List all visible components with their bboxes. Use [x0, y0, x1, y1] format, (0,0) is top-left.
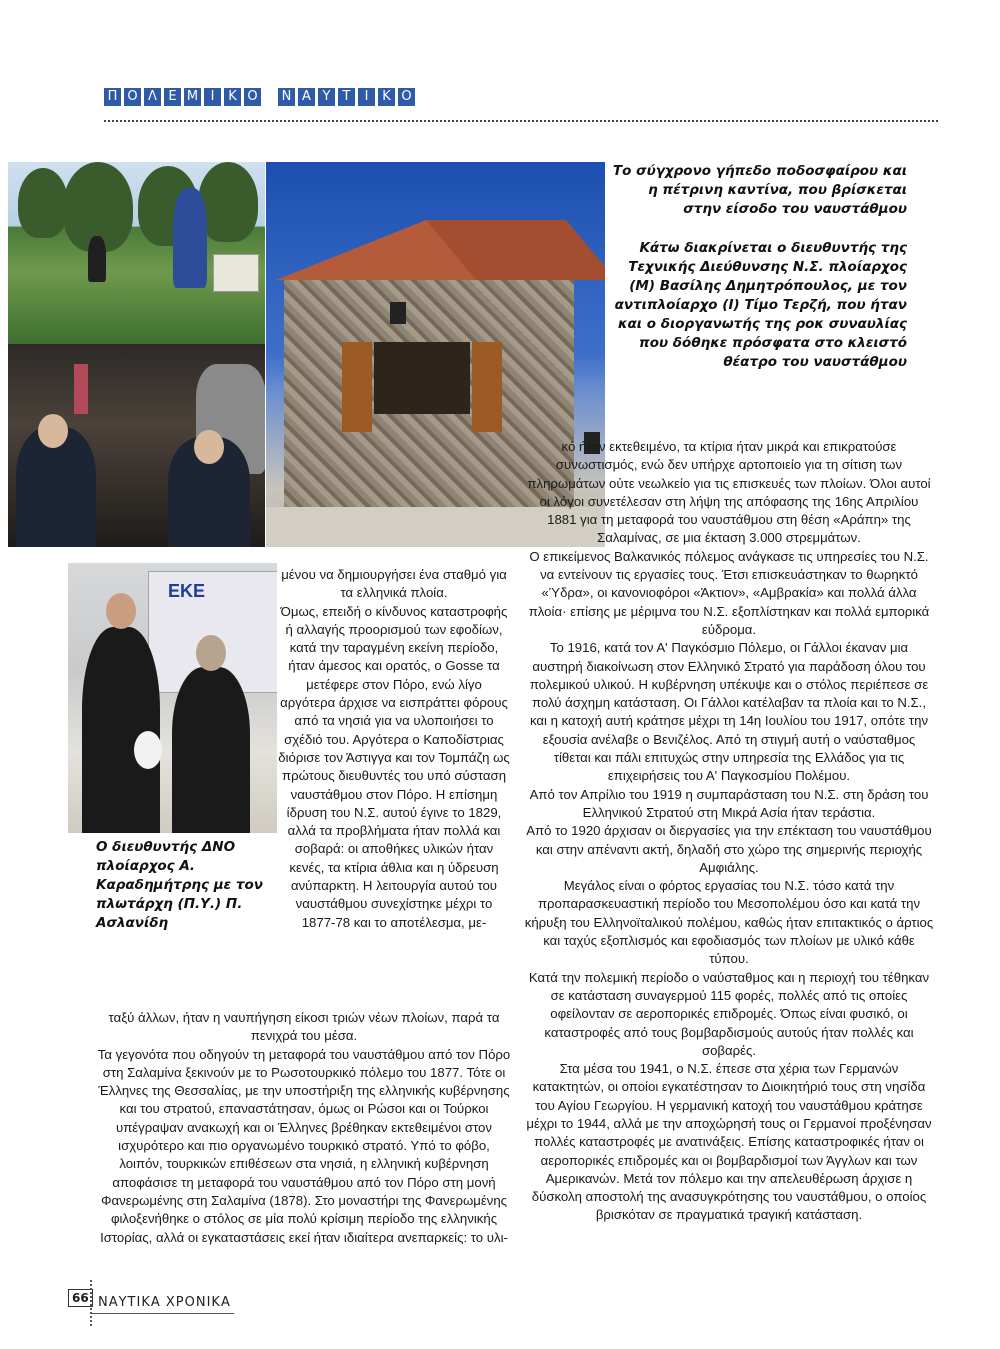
top-photo-caption [612, 162, 907, 392]
article-paragraph: Στα μέσα του 1941, ο Ν.Σ. έπεσε στα χέρια των Γερμανών κατακτητών, οι οποίοι εγκατέστησαν το Διοικητήριό τους στη νησίδα του Αγίου Γεωργίου. Η γερμανική κατοχή του ναυστάθμου κράτησε μέχρι το 1944, αλλά με την αποχώρησή τους οι Γερμανοί προξένησαν πολλές καταστροφές με ανατινάξεις. Επίσης καταστροφικές ήταν οι αεροπορικές επιδρομές και οι βομβαρδισμοί των Άγγλων και των Αμερικανών. Μετά τον πόλεμο και την απελευθέρωση άρχισε η δύσκολη αποστολή της ανασυγκρότησης του ναυστάθμου, ο οποίος βρισκόταν σε πραγματικά τραγική κατάσταση. [526, 1061, 932, 1223]
header-letter-box: Ι [204, 88, 221, 106]
page-number: 66 [68, 1289, 93, 1307]
caption-dno-director: Ο διευθυντής ΔΝΟ πλοίαρχος Α. Καραδημήτρης με τον πλωτάρχη (Π.Υ.) Π. Ασλανίδη [96, 839, 263, 931]
stage-officers-photo [8, 344, 265, 547]
article-paragraph: Μεγάλος είναι ο φόρτος εργασίας του Ν.Σ. τόσο κατά την προπαρασκευαστική περίοδο του Μεσοπολέμου όσο και κατά την κήρυξη του Ελληνοϊταλικού πολέμου, καθώς ήταν επιτακτικός ο άρτιος και ταχύς εξοπλισμός και εφοδιασμός των πλοίων με υλικό κάθε τύπου. [524, 878, 934, 967]
header-letter-box: Ο [244, 88, 261, 106]
article-column-right [524, 438, 934, 1225]
header-letter-box: Ε [164, 88, 181, 106]
header-letter-box: Υ [318, 88, 335, 106]
article-paragraph: ταξύ άλλων, ήταν η ναυπήγηση είκοσι τριών νέων πλοίων, παρά τα πενιχρά του μέσα. [108, 1010, 500, 1044]
article-paragraph: Ο επικείμενος Βαλκανικός πόλεμος ανάγκασε τις υπηρεσίες του Ν.Σ. να εντείνουν τις εργασίες τους. Έτσι επισκευάστηκαν το θωρηκτό «Ύδρα», οι κανονιοφόροι «Άκτιον», «Αμβρακία» και πολλά άλλα πλοία· επίσης με μέριμνα του Ν.Σ. εξοπλίστηκαν και πολλά εμπορικά εύδρομα. [528, 548, 930, 637]
article-paragraph: Κατά την πολεμική περίοδο ο ναύσταθμος και η περιοχή του τέθηκαν σε κατάσταση συναγερμού 115 φορές, πολλές από τις οποίες οφείλονταν σε αεροπορικές επιδρομές. Όπως είναι φυσικό, οι καταστροφές από τους βομβαρδισμούς αυτούς ήταν πολλές και σοβαρές. [528, 969, 930, 1058]
header-word-2 [278, 88, 415, 106]
header-letter-box: Μ [184, 88, 201, 106]
section-header [104, 88, 415, 106]
magazine-title: ΝΑΥΤΙΚΑ ΧΡΟΝΙΚΑ [98, 1295, 231, 1310]
article-column-middle [278, 566, 510, 932]
article-paragraph: Από το 1920 άρχισαν οι διεργασίες για την επέκταση του ναυστάθμου και στην απέναντι ακτή, δηλαδή στο χώρο της σημερινής περιοχής Αμφιάλης. [526, 823, 932, 875]
article-column-left-bottom [96, 1009, 512, 1247]
header-letter-box: Π [104, 88, 121, 106]
article-paragraph: Όμως, επειδή ο κίνδυνος καταστροφής ή αλλαγής προορισμού των εφοδίων, κατά την ταραγμένη εκείνη περίοδο, ήταν άμεσος και ορατός, ο Gosse τα μετέφερε στον Πόρο, ενώ λίγο αργότερα άρχισε να εισπράττει φόρους από τα νησιά για να υλοποιήσει το σχέδιό του. Αργότερα ο Καποδίστριας διόρισε τον Άστιγγα και τον Τομπάζη ως πρώτους διευθυντές του υπό σύσταση ναυστάθμου στον Πόρο. Η επίσημη ίδρυση του Ν.Σ. αυτού έγινε το 1829, αλλά τα προβλήματα ήταν πολλά και σοβαρά: οι αποθήκες υλικών ήταν κενές, τα κτίρια άθλια και η ύδρευση ανύπαρκτη. Η λειτουργία αυτού του ναυστάθμου συνεχίστηκε μέχρι το 1877-78 και το αποτέλεσμα, με- [278, 603, 510, 930]
footer-dotted-rule [90, 1280, 92, 1326]
header-letter-box: Τ [338, 88, 355, 106]
article-paragraph: Τα γεγονότα που οδηγούν τη μεταφορά του ναυστάθμου από τον Πόρο στη Σαλαμίνα ξεκινούν με το Ρωσοτουρκικό πόλεμο του 1877. Τότε οι Έλληνες της Θεσσαλίας, με την υποστήριξη της ελληνικής κυβέρνησης και του στρατού, επαναστάτησαν, όμως οι Ρώσοι και οι Τούρκοι υπέγραψαν ανακωχή και οι Έλληνες βρέθηκαν εκτεθειμένοι στον ισχυρότερο και πιο οργανωμένο τουρκικό στρατό. Υπό το φόβο, λοιπόν, τουρκικών επιθέσεων στα νησιά, η ελληνική κυβέρνηση αποφάσισε τη μεταφορά του ναυστάθμου από τον Πόρο στη μονή Φανερωμένης στη Σαλαμίνα (1878). Στο μοναστήρι της Φανερωμένης φιλοξενήθηκε ο στόλος σε μία πολύ κρίσιμη περίοδο της ελληνικής Ιστορίας, αλλά οι εγκαταστάσεις εκεί ήταν ιδιαίτερα ανεπαρκείς: το υλι- [97, 1046, 511, 1245]
header-word-1 [104, 88, 261, 106]
footer-rule [92, 1313, 234, 1314]
header-letter-box: Ν [278, 88, 295, 106]
article-paragraph: Από τον Απρίλιο του 1919 η συμπαράσταση του Ν.Σ. στη δράση του Ελληνικού Στρατού στη Μικρά Ασία ήταν τεράστια. [529, 786, 929, 820]
caption-field-canteen: Το σύγχρονο γήπεδο ποδοσφαίρου και η πέτρινη καντίνα, που βρίσκεται στην είσοδο του ναυστάθμου [612, 163, 907, 217]
header-letter-box: Λ [144, 88, 161, 106]
article-paragraph: μένου να δημιουργήσει ένα σταθμό για τα ελληνικά πλοία. [281, 567, 507, 601]
article-paragraph: κό ήταν εκτεθειμένο, τα κτίρια ήταν μικρά και επικρατούσε συνωστισμός, ενώ δεν υπήρχε αρτοποιείο για τη σίτιση των πληρωμάτων ούτε νεωλκείο για τις επισκευές των πλοίων. Όλοι αυτοί οι λόγοι συνετέλεσαν στη λήψη της απόφασης της 16ης Απριλίου 1881 για τη μεταφορά του ναυστάθμου στη θέση «Αράπη» της Σαλαμίνας, σε μια έκταση 3.000 στρεμμάτων. [527, 439, 931, 546]
header-letter-box: Κ [378, 88, 395, 106]
footer [68, 1289, 93, 1307]
header-letter-box: Κ [224, 88, 241, 106]
caption-technical-director: Κάτω διακρίνεται ο διευθυντής της Τεχνικής Διεύθυνσης Ν.Σ. πλοίαρχος (Μ) Βασίλης Δημητρόπουλος, με τον αντιπλοίαρχο (Ι) Τίμο Τερζή, που ήταν και ο διοργανωτής της ροκ συναυλίας που δόθηκε πρόσφατα στο κλειστό θέατρο του ναυστάθμου [614, 240, 907, 370]
header-letter-box: Ι [358, 88, 375, 106]
football-field-photo [8, 162, 265, 344]
header-letter-box: Ο [398, 88, 415, 106]
header-letter-box: Α [298, 88, 315, 106]
director-officers-photo [68, 563, 277, 833]
article-paragraph: Το 1916, κατά τον Α' Παγκόσμιο Πόλεμο, οι Γάλλοι έκαναν μια αυστηρή διακοίνωση στον Ελληνικό Στρατό για παράδοση όλου του πολεμικού υλικού. Η κυβέρνηση υπέκυψε και ο στόλος περιέπεσε σε πολύ άσχημη κατάσταση. Οι Γάλλοι κατέλαβαν τα πλοία και το Ν.Σ., και η κατοχή αυτή κράτησε μέχρι τη 14η Ιουλίου του 1917, οπότε την εξουσία ανέλαβε ο Βενιζέλος. Από τη στιγμή αυτή ο ναύσταθμος τίθεται και πάλι επιτυχώς στην υπηρεσία της Ελλάδος για τις επιχειρήσεις του Α' Παγκοσμίου Πολέμου. [529, 640, 929, 784]
header-letter-box: Ο [124, 88, 141, 106]
bus-logo: ΕΚΕ [168, 581, 206, 601]
header-dotted-rule [104, 120, 938, 122]
